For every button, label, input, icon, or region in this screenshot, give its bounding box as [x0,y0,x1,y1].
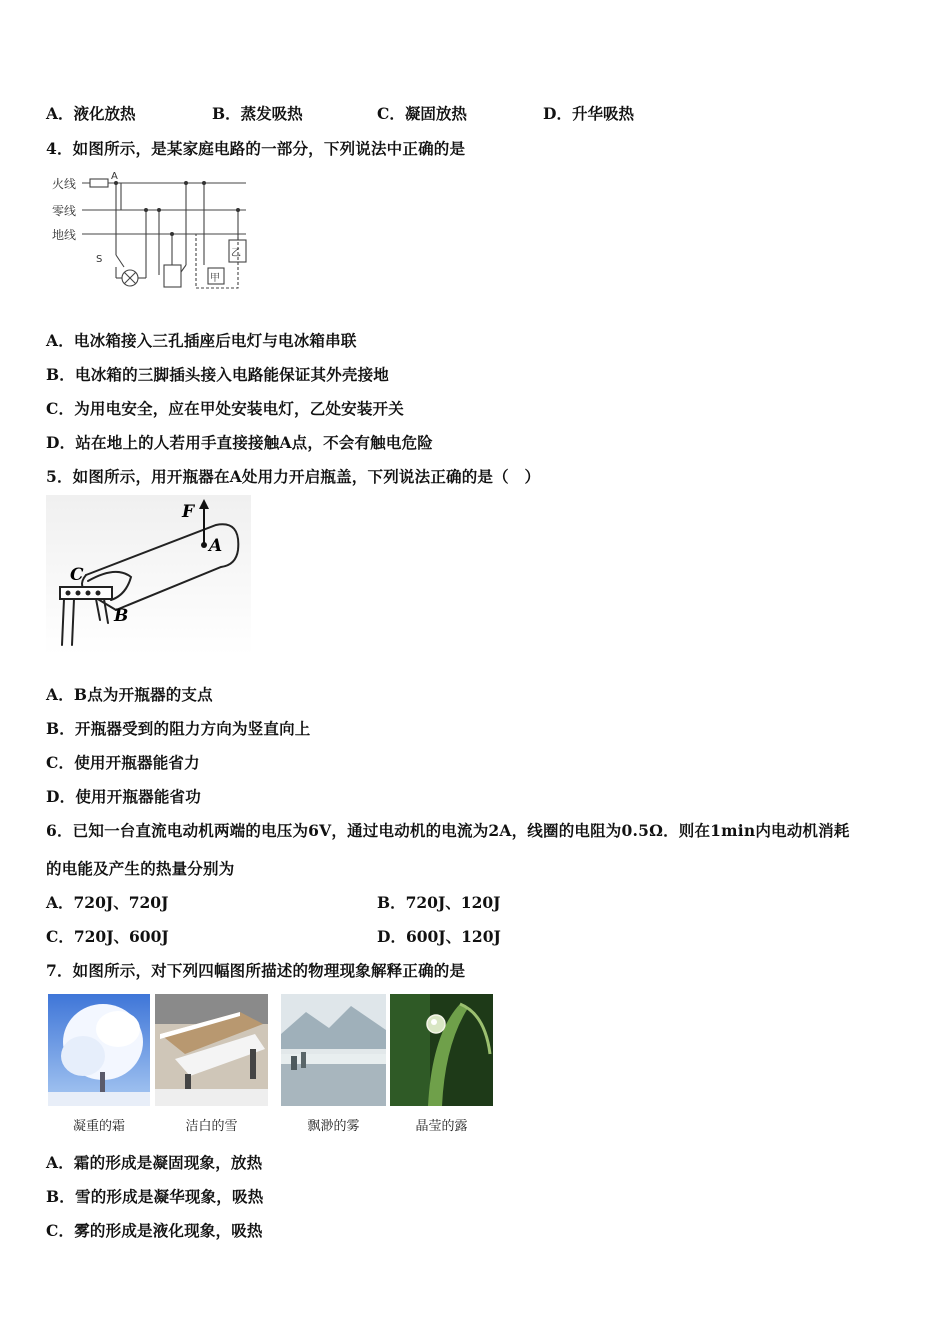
q4-option-d: D．站在地上的人若用手直接接触A点，不会有触电危险 [46,433,433,452]
q7-option-b: B．雪的形成是凝华现象，吸热 [46,1187,264,1206]
q5-option-c: C．使用开瓶器能省力 [46,753,200,772]
q3-option-b: B．蒸发吸热 [212,104,303,123]
q6-stem-line2: 的电能及产生的热量分别为 [46,859,235,878]
box-jia-label: 甲 [210,273,220,284]
q7-option-c: C．雾的形成是液化现象，吸热 [46,1221,263,1240]
dew-leaf-photo [390,994,493,1106]
q7-option-a: A．霜的形成是凝固现象，放热 [46,1153,263,1172]
neutral-wire-label: 零线 [52,204,77,218]
caption-dew: 晶莹的露 [415,1119,468,1134]
q5-option-d: D．使用开瓶器能省功 [46,787,201,806]
point-b-label: B [114,606,129,626]
q3-option-d: D．升华吸热 [543,104,634,123]
q5-option-b: B．开瓶器受到的阻力方向为竖直向上 [46,719,311,738]
q4-option-c: C．为用电安全，应在甲处安装电灯，乙处安装开关 [46,399,404,418]
q6-option-b: B．720J、120J [377,893,501,912]
q5-option-a: A．B点为开瓶器的支点 [46,685,213,704]
q6-option-c: C．720J、600J [46,927,169,946]
point-a-label: A [111,171,118,182]
q7-stem: 7．如图所示，对下列四幅图所描述的物理现象解释正确的是 [46,961,466,980]
q4-stem: 4．如图所示，是某家庭电路的一部分，下列说法中正确的是 [46,139,466,158]
q5-stem: 5．如图所示，用开瓶器在A处用力开启瓶盖，下列说法正确的是（ ） [46,467,541,486]
point-c-label: C [70,565,84,585]
q4-option-a: A．电冰箱接入三孔插座后电灯与电冰箱串联 [46,331,357,350]
q6-stem-line1: 6．已知一台直流电动机两端的电压为6V，通过电动机的电流为2A，线圈的电阻为0.5Ω．则在1min内电动机消耗 [46,821,850,840]
point-a-label: A [209,536,223,556]
ground-wire-label: 地线 [52,228,77,242]
snow-bench-photo [155,994,268,1106]
q3-option-a: A．液化放热 [46,104,136,123]
q6-option-a: A．720J、720J [46,893,169,912]
q4-option-b: B．电冰箱的三脚插头接入电路能保证其外壳接地 [46,365,390,384]
bottle-opener-figure [46,495,251,655]
switch-label: S [96,254,103,265]
caption-snow: 洁白的雪 [185,1119,238,1134]
caption-frost: 凝重的霜 [72,1119,125,1134]
q3-option-c: C．凝固放热 [377,104,467,123]
box-yi-label: 乙 [231,248,241,259]
fog-lake-photo [281,994,386,1106]
household-circuit-figure [46,170,251,295]
q6-option-d: D．600J、120J [377,927,501,946]
caption-fog: 飘渺的雾 [307,1119,360,1134]
frost-photo [48,994,150,1106]
live-wire-label: 火线 [52,177,77,191]
force-f-label: F [182,502,195,522]
